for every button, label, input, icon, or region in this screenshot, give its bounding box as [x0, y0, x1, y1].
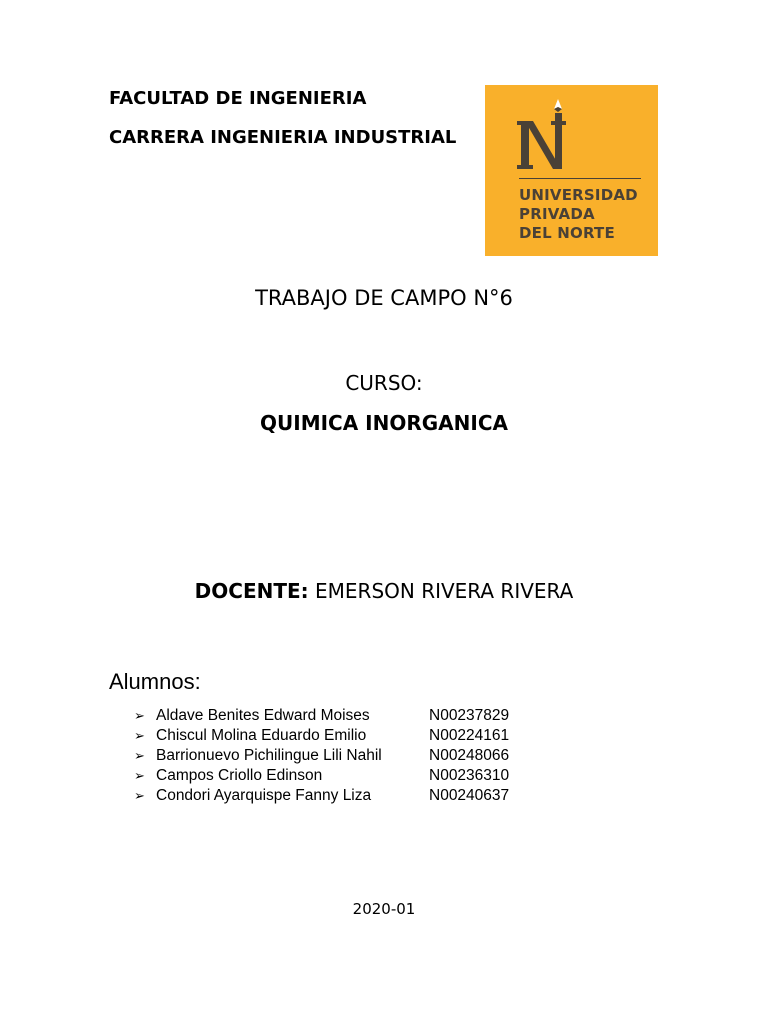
- arrowhead-bullet-icon: ➢: [134, 728, 145, 743]
- work-title: TRABAJO DE CAMPO N°6: [255, 286, 513, 310]
- faculty-title: FACULTAD DE INGENIERIA: [109, 88, 367, 109]
- student-code: N00237829: [429, 707, 510, 724]
- students-heading: Alumnos:: [109, 669, 201, 694]
- student-code: N00236310: [429, 767, 510, 784]
- course-name: QUIMICA INORGANICA: [260, 411, 508, 435]
- teacher-line: [0, 579, 768, 603]
- student-name: Chiscul Molina Eduardo Emilio: [156, 727, 367, 744]
- student-code: N00224161: [429, 727, 510, 744]
- logo-wordmark: [519, 186, 638, 243]
- student-row: [134, 766, 554, 786]
- student-name: Aldave Benites Edward Moises: [156, 707, 370, 724]
- student-code: N00248066: [429, 747, 510, 764]
- student-row: [134, 746, 554, 766]
- arrowhead-bullet-icon: ➢: [134, 788, 145, 803]
- arrowhead-bullet-icon: ➢: [134, 768, 145, 783]
- student-row: [134, 786, 554, 806]
- logo-line-1: UNIVERSIDAD: [519, 186, 638, 204]
- logo-line-3: DEL NORTE: [519, 224, 615, 242]
- student-list: [134, 706, 554, 806]
- document-date: 2020-01: [352, 900, 416, 918]
- student-code: N00240637: [429, 787, 510, 804]
- teacher-label: DOCENTE:: [194, 579, 309, 603]
- logo-line-2: PRIVADA: [519, 205, 595, 223]
- student-name: Campos Criollo Edinson: [156, 767, 323, 784]
- upn-n-logo-icon: [515, 99, 575, 174]
- course-label: CURSO:: [345, 371, 423, 395]
- career-title: CARRERA INGENIERIA INDUSTRIAL: [109, 127, 457, 148]
- student-name: Barrionuevo Pichilingue Lili Nahil: [156, 747, 382, 764]
- arrowhead-bullet-icon: ➢: [134, 748, 145, 763]
- student-row: [134, 726, 554, 746]
- teacher-name: EMERSON RIVERA RIVERA: [308, 579, 574, 603]
- university-logo: [485, 85, 658, 256]
- arrowhead-bullet-icon: ➢: [134, 708, 145, 723]
- student-row: [134, 706, 554, 726]
- logo-divider: [519, 178, 641, 179]
- student-name: Condori Ayarquispe Fanny Liza: [156, 787, 372, 804]
